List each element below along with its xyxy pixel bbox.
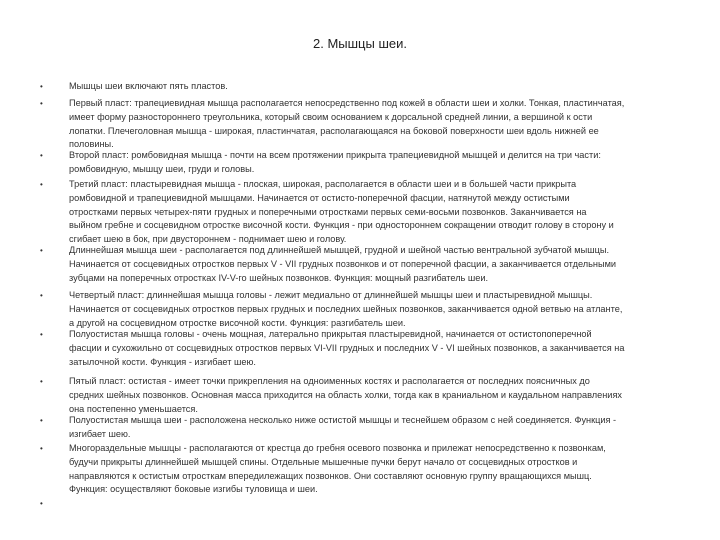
text-line: Начинается от сосцевидных отростков первых V - VII грудных позвонков и от поперечной фасции, а заканчивается отдельными (69, 258, 617, 269)
text-line: Первый пласт: трапециевидная мышца располагается непосредственно под кожей в области шеи и холки. Тонкая, пластинчатая, (69, 98, 625, 108)
text-line: изгибает шею. (69, 428, 131, 439)
bullet-icon: • (40, 99, 43, 108)
bullet-icon: • (40, 499, 43, 508)
text-line: Многораздельные мышцы - располагаются от крестца до гребня осевого позвонка и прилежат непосредственно к позвонкам, (69, 443, 606, 453)
text-line: сгибает шею в бок, при двустороннем - поднимает шею и голову. (69, 234, 347, 245)
text-line: Второй пласт: ромбовидная мышца - почти на всем протяжении прикрыта трапециевидной мышцей и делится на три части: (69, 150, 601, 160)
bullet-icon: • (40, 82, 43, 91)
paragraph-text (69, 289, 622, 330)
text-line: Третий пласт: пластыревидная мышца - плоская, широкая, располагается в области шеи и в большей части прикрыта (69, 179, 577, 189)
bullet-icon: • (40, 180, 43, 189)
paragraph-text (69, 149, 601, 177)
text-line: фасции и сухожильно от сосцевидных отростков первых VI-VII грудных и последних V - VI шейных позвонков, а заканчивается на (69, 342, 625, 353)
paragraph-text (69, 328, 624, 369)
paragraph-text (69, 442, 606, 497)
bullet-icon: • (40, 151, 43, 160)
text-line: затылочной кости. Функция - изгибает шею. (69, 356, 256, 367)
text-line: ромбовидной и трапециевидной мышцами. Начинается от остисто-поперечной фасции, натянутой между остистыми (69, 192, 570, 203)
text-line: ромбовидную, мышцу шеи, груди и головы. (69, 163, 255, 174)
text-line: Мышцы шеи включают пять пластов. (69, 81, 228, 91)
text-line: Начинается от сосцевидных отростков первых грудных и последних шейных позвонков, заканчивается одной ветвью на атланте, (69, 303, 623, 314)
bullet-icon: • (40, 330, 43, 339)
text-line: Полуостистая мышца шеи - расположена несколько ниже остистой мышцы и теснейшем образом с ней соединяется. Функция - (69, 415, 617, 425)
text-line: Пятый пласт: остистая - имеет точки прикрепления на одноименных костях и располагается от последних поясничных до (69, 376, 590, 386)
text-line: лопатки. Плечеголовная мышца - широкая, пластинчатая, располагающаяся на боковой поверхности шеи вдоль нижней ее (69, 125, 599, 136)
text-line: Функция: осуществляют боковые изгибы туловища и шеи. (69, 484, 318, 495)
paragraph-text (69, 80, 228, 94)
bullet-icon: • (40, 377, 43, 386)
text-line: выйном гребне и сосцевидном отростке височной кости. Функция - при одностороннем сокращении отводит голову в сторону и (69, 220, 614, 231)
slide-title: 2. Мышцы шеи. (313, 36, 407, 51)
text-line: половины. (69, 139, 114, 150)
text-line: Длиннейшая мышца шеи - располагается под длиннейшей мышцей, грудной и шейной частью вентральной зубчатой мышцы. (69, 245, 609, 255)
bullet-icon: • (40, 444, 43, 453)
text-line: а другой на сосцевидном отростке височной кости. Функция: разгибатель шеи. (69, 317, 406, 328)
paragraph-text (69, 414, 616, 442)
paragraph-text (69, 178, 614, 247)
text-line: направляются к остистым отросткам впередилежащих позвонков. Они составляют основную группу вращающихся мышц. (69, 470, 592, 481)
bullet-icon: • (40, 291, 43, 300)
text-line: зубцами на поперечных отростках IV-V-го шейных позвонков. Функция: мощный разгибатель шеи. (69, 272, 489, 283)
paragraph-text (69, 97, 624, 152)
text-line: Четвертый пласт: длиннейшая мышца головы - лежит медиально от длиннейшей мышцы шеи и пластыревидной мышцы. (69, 290, 593, 300)
text-line: имеет форму разностороннего треугольника, который своим основанием к дорсальной средней линии, а вершиной к ости (69, 111, 593, 122)
bullet-icon: • (40, 416, 43, 425)
text-line: средних шейных позвонков. Основная масса приходится на область холки, тогда как в краниальном и каудальном направлениях (69, 389, 623, 400)
bullet-icon: • (40, 246, 43, 255)
paragraph-text (69, 244, 616, 285)
text-line: отростками первых четырех-пяти грудных и поперечными отростками первых семи-восьми позвонков. Заканчивается на (69, 206, 587, 217)
paragraph-text (69, 375, 622, 416)
text-line: Полуостистая мышца головы - очень мощная, латерально прикрытая пластыревидной, начинается от остистопоперечной (69, 329, 592, 339)
text-line: будучи прикрыты длиннейшей мышцей спины. Отдельные мышечные пучки берут начало от сосцевидных отростков и (69, 456, 578, 467)
text-line: она постепенно уменьшается. (69, 403, 198, 414)
